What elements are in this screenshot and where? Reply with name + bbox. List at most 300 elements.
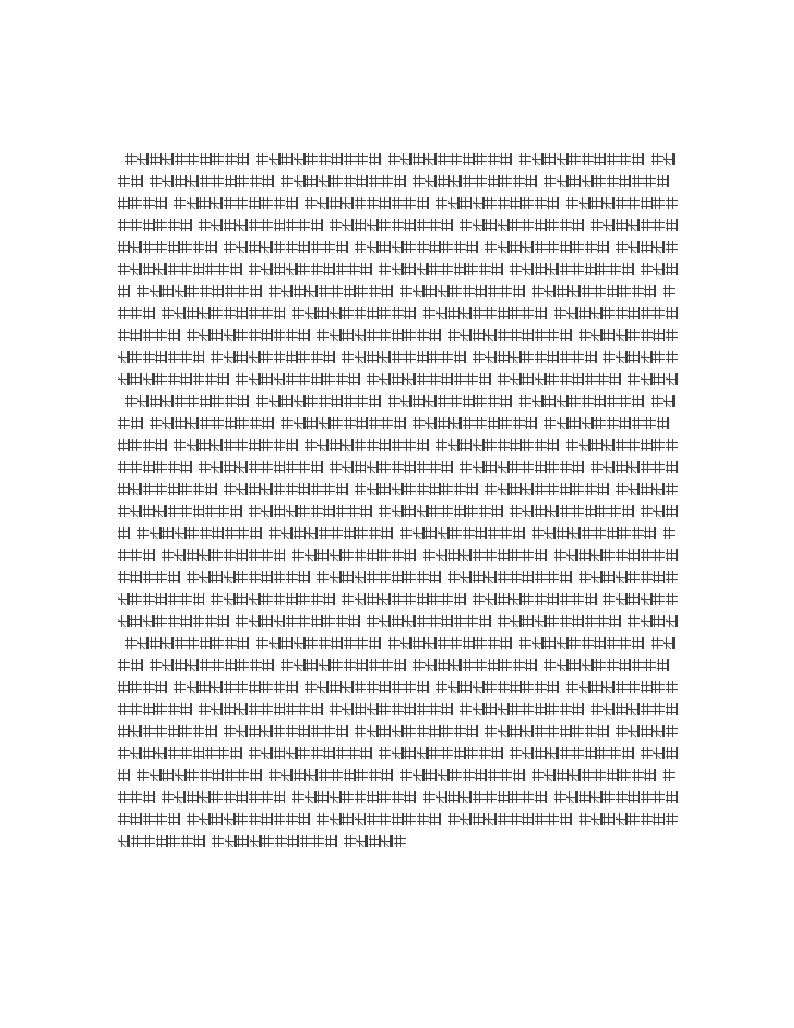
text-line — [118, 478, 678, 500]
glyph-mark — [162, 285, 174, 297]
glyph-mark — [261, 307, 273, 319]
glyph-mark — [388, 395, 400, 407]
glyph-mark — [330, 681, 342, 693]
glyph-mark — [473, 593, 485, 605]
glyph-mark — [641, 329, 653, 341]
glyph-mark — [306, 637, 318, 649]
glyph-mark — [249, 747, 261, 759]
glyph-mark — [330, 791, 342, 803]
glyph-mark — [628, 197, 640, 209]
glyph-mark — [224, 483, 236, 495]
glyph-mark — [500, 395, 512, 407]
glyph-mark — [473, 219, 485, 231]
glyph-mark — [305, 197, 317, 209]
glyph-mark — [560, 197, 566, 209]
glyph-mark — [180, 241, 192, 253]
glyph-mark — [342, 681, 354, 693]
glyph-mark — [174, 439, 186, 451]
text-line — [118, 654, 678, 676]
glyph-mark — [381, 659, 393, 671]
glyph-mark — [305, 307, 317, 319]
text-line — [118, 764, 678, 786]
glyph-mark — [666, 703, 678, 715]
glyph-mark — [249, 791, 261, 803]
glyph-mark — [130, 549, 142, 561]
glyph-mark — [466, 241, 478, 253]
glyph-mark — [348, 505, 360, 517]
glyph-mark — [155, 593, 167, 605]
glyph-mark — [644, 659, 656, 671]
glyph-mark — [585, 351, 597, 363]
glyph-mark — [603, 813, 615, 825]
glyph-mark — [417, 681, 429, 693]
glyph-mark — [150, 637, 162, 649]
glyph-mark — [394, 769, 400, 781]
glyph-mark — [609, 505, 621, 517]
glyph-mark — [460, 571, 472, 583]
glyph-mark — [225, 527, 237, 539]
glyph-mark — [594, 417, 606, 429]
glyph-mark — [653, 813, 665, 825]
glyph-mark — [597, 593, 603, 605]
glyph-mark — [125, 637, 137, 649]
glyph-row — [118, 610, 678, 632]
glyph-mark — [342, 791, 354, 803]
glyph-mark — [200, 395, 212, 407]
glyph-mark — [628, 681, 640, 693]
glyph-mark — [582, 769, 594, 781]
glyph-mark — [560, 681, 566, 693]
glyph-mark — [187, 813, 199, 825]
glyph-mark — [174, 549, 186, 561]
glyph-mark — [666, 813, 678, 825]
glyph-mark — [355, 813, 367, 825]
glyph-mark — [355, 681, 367, 693]
glyph-mark — [510, 725, 522, 737]
glyph-mark — [342, 351, 354, 363]
glyph-mark — [628, 725, 640, 737]
glyph-mark — [249, 307, 261, 319]
glyph-mark — [317, 197, 329, 209]
glyph-mark — [323, 219, 329, 231]
glyph-mark — [330, 813, 342, 825]
glyph-mark — [225, 153, 237, 165]
glyph-mark — [657, 285, 663, 297]
glyph-mark — [180, 461, 192, 473]
glyph-mark — [262, 417, 274, 429]
glyph-mark — [585, 219, 591, 231]
glyph-mark — [211, 681, 223, 693]
text-line — [118, 566, 678, 588]
glyph-mark — [230, 747, 242, 759]
glyph-mark — [118, 461, 130, 473]
glyph-mark — [641, 747, 653, 759]
glyph-mark — [193, 505, 205, 517]
glyph-mark — [180, 703, 192, 715]
glyph-mark — [199, 219, 211, 231]
glyph-mark — [348, 263, 360, 275]
glyph-mark — [200, 637, 212, 649]
glyph-mark — [641, 483, 653, 495]
glyph-mark — [323, 703, 329, 715]
glyph-mark — [532, 527, 544, 539]
glyph-mark — [582, 153, 594, 165]
glyph-mark — [250, 417, 262, 429]
glyph-mark — [143, 681, 155, 693]
glyph-mark — [510, 505, 522, 517]
glyph-mark — [211, 593, 223, 605]
glyph-mark — [485, 571, 497, 583]
glyph-mark — [603, 791, 615, 803]
glyph-mark — [616, 219, 628, 231]
glyph-mark — [143, 593, 155, 605]
glyph-mark — [294, 769, 306, 781]
glyph-mark — [330, 461, 342, 473]
glyph-mark — [522, 703, 534, 715]
glyph-mark — [532, 637, 544, 649]
glyph-mark — [603, 307, 615, 319]
glyph-mark — [162, 549, 174, 561]
glyph-mark — [212, 417, 224, 429]
glyph-mark — [143, 483, 155, 495]
glyph-mark — [168, 461, 180, 473]
glyph-mark — [616, 307, 628, 319]
glyph-mark — [485, 813, 497, 825]
glyph-mark — [641, 725, 653, 737]
glyph-mark — [569, 395, 581, 407]
glyph-mark — [323, 263, 335, 275]
glyph-mark — [130, 439, 142, 451]
glyph-mark — [429, 505, 441, 517]
glyph-mark — [429, 483, 441, 495]
text-line — [118, 676, 678, 698]
glyph-mark — [381, 175, 393, 187]
glyph-mark — [454, 241, 466, 253]
glyph-mark — [373, 263, 379, 275]
text-line — [118, 742, 678, 764]
glyph-row — [118, 280, 678, 302]
glyph-mark — [286, 681, 298, 693]
glyph-mark — [591, 813, 603, 825]
glyph-mark — [566, 791, 578, 803]
glyph-mark — [441, 725, 453, 737]
glyph-mark — [212, 659, 224, 671]
glyph-mark — [311, 813, 317, 825]
glyph-mark — [379, 571, 391, 583]
glyph-mark — [319, 637, 331, 649]
glyph-mark — [143, 461, 155, 473]
glyph-mark — [156, 835, 168, 847]
glyph-mark — [130, 197, 142, 209]
glyph-mark — [591, 197, 603, 209]
glyph-mark — [125, 153, 137, 165]
glyph-mark — [379, 703, 391, 715]
glyph-mark — [367, 219, 379, 231]
glyph-mark — [379, 549, 391, 561]
glyph-mark — [498, 197, 510, 209]
glyph-mark — [211, 219, 223, 231]
glyph-mark — [323, 725, 335, 737]
glyph-mark — [417, 439, 429, 451]
glyph-mark — [249, 681, 261, 693]
glyph-mark — [485, 329, 497, 341]
glyph-mark — [298, 219, 310, 231]
glyph-mark — [448, 813, 460, 825]
glyph-mark — [344, 659, 356, 671]
glyph-mark — [236, 307, 248, 319]
glyph-mark — [436, 549, 448, 561]
glyph-mark — [560, 571, 572, 583]
glyph-mark — [193, 263, 205, 275]
glyph-mark — [392, 505, 404, 517]
glyph-mark — [118, 659, 130, 671]
glyph-mark — [224, 329, 236, 341]
glyph-mark — [641, 263, 653, 275]
glyph-mark — [118, 307, 130, 319]
glyph-mark — [406, 659, 412, 671]
glyph-mark — [287, 835, 299, 847]
glyph-mark — [286, 505, 298, 517]
glyph-mark — [547, 219, 559, 231]
glyph-mark — [212, 153, 224, 165]
glyph-mark — [653, 461, 665, 473]
glyph-mark — [323, 593, 335, 605]
glyph-mark — [155, 791, 161, 803]
glyph-mark — [162, 769, 174, 781]
glyph-mark — [175, 417, 187, 429]
glyph-mark — [249, 439, 261, 451]
glyph-mark — [603, 351, 615, 363]
glyph-mark — [513, 659, 525, 671]
glyph-mark — [305, 439, 317, 451]
glyph-mark — [180, 615, 192, 627]
glyph-mark — [632, 395, 644, 407]
glyph-mark — [242, 505, 248, 517]
glyph-mark — [488, 153, 500, 165]
glyph-mark — [392, 747, 404, 759]
glyph-mark — [413, 395, 425, 407]
glyph-mark — [441, 219, 453, 231]
glyph-mark — [155, 241, 167, 253]
glyph-mark — [337, 835, 343, 847]
text-line — [118, 258, 678, 280]
glyph-mark — [657, 527, 663, 539]
glyph-mark — [249, 351, 261, 363]
glyph-mark — [281, 153, 293, 165]
glyph-mark — [441, 263, 453, 275]
glyph-mark — [438, 769, 450, 781]
glyph-mark — [429, 571, 441, 583]
glyph-mark — [441, 813, 447, 825]
glyph-mark — [413, 285, 425, 297]
glyph-mark — [381, 769, 393, 781]
glyph-mark — [522, 263, 534, 275]
glyph-mark — [224, 241, 236, 253]
glyph-mark — [348, 615, 360, 627]
glyph-mark — [143, 329, 155, 341]
glyph-mark — [298, 461, 310, 473]
glyph-mark — [441, 747, 453, 759]
glyph-mark — [199, 329, 211, 341]
glyph-mark — [205, 351, 211, 363]
glyph-mark — [448, 791, 460, 803]
glyph-mark — [217, 241, 223, 253]
glyph-mark — [342, 307, 354, 319]
glyph-mark — [417, 505, 429, 517]
glyph-mark — [355, 571, 367, 583]
glyph-mark — [510, 703, 522, 715]
glyph-mark — [242, 747, 248, 759]
glyph-mark — [137, 395, 149, 407]
glyph-mark — [155, 483, 167, 495]
glyph-mark — [150, 175, 162, 187]
glyph-mark — [392, 725, 404, 737]
glyph-mark — [400, 395, 412, 407]
glyph-mark — [560, 747, 572, 759]
glyph-mark — [525, 417, 537, 429]
glyph-mark — [367, 307, 379, 319]
glyph-mark — [522, 593, 534, 605]
glyph-mark — [131, 659, 143, 671]
glyph-mark — [199, 549, 211, 561]
glyph-mark — [199, 197, 211, 209]
glyph-mark — [392, 483, 404, 495]
glyph-mark — [544, 527, 556, 539]
glyph-mark — [130, 351, 142, 363]
glyph-mark — [473, 329, 485, 341]
glyph-mark — [317, 439, 329, 451]
glyph-mark — [525, 659, 537, 671]
glyph-mark — [557, 527, 569, 539]
glyph-mark — [510, 571, 522, 583]
glyph-mark — [292, 307, 304, 319]
glyph-mark — [168, 373, 180, 385]
glyph-mark — [211, 791, 223, 803]
glyph-mark — [193, 615, 205, 627]
glyph-mark — [317, 791, 329, 803]
glyph-mark — [211, 813, 223, 825]
glyph-mark — [522, 681, 534, 693]
glyph-mark — [367, 703, 379, 715]
glyph-mark — [572, 593, 584, 605]
glyph-mark — [311, 351, 323, 363]
glyph-mark — [651, 153, 663, 165]
glyph-mark — [193, 593, 205, 605]
glyph-mark — [155, 703, 167, 715]
glyph-mark — [325, 835, 337, 847]
glyph-row — [118, 192, 678, 214]
glyph-mark — [498, 483, 510, 495]
glyph-mark — [118, 637, 124, 649]
glyph-mark — [641, 197, 653, 209]
glyph-mark — [603, 703, 615, 715]
glyph-mark — [168, 593, 180, 605]
glyph-mark — [394, 659, 406, 671]
glyph-mark — [294, 395, 306, 407]
glyph-mark — [619, 285, 631, 297]
glyph-mark — [224, 439, 236, 451]
glyph-mark — [438, 395, 450, 407]
glyph-mark — [510, 219, 522, 231]
glyph-mark — [379, 197, 391, 209]
glyph-mark — [330, 197, 342, 209]
glyph-mark — [510, 483, 522, 495]
glyph-mark — [560, 263, 572, 275]
glyph-mark — [632, 527, 644, 539]
glyph-mark — [355, 307, 367, 319]
glyph-mark — [569, 285, 581, 297]
glyph-mark — [616, 461, 628, 473]
glyph-mark — [560, 725, 572, 737]
glyph-mark — [155, 505, 167, 517]
glyph-mark — [417, 549, 423, 561]
glyph-mark — [356, 285, 368, 297]
glyph-mark — [336, 593, 342, 605]
glyph-mark — [544, 153, 556, 165]
glyph-mark — [666, 571, 678, 583]
glyph-mark — [644, 285, 656, 297]
glyph-mark — [560, 241, 572, 253]
glyph-mark — [250, 175, 262, 187]
glyph-mark — [312, 835, 324, 847]
glyph-mark — [429, 263, 441, 275]
glyph-mark — [473, 351, 485, 363]
text-line — [118, 588, 678, 610]
glyph-mark — [475, 417, 487, 429]
glyph-mark — [485, 593, 497, 605]
text-line — [118, 808, 678, 830]
glyph-mark — [653, 329, 665, 341]
glyph-mark — [305, 549, 317, 561]
glyph-mark — [298, 725, 310, 737]
glyph-mark — [404, 307, 416, 319]
glyph-mark — [381, 835, 393, 847]
glyph-row — [118, 302, 678, 324]
text-line — [118, 192, 678, 214]
glyph-mark — [369, 395, 381, 407]
glyph-mark — [616, 351, 628, 363]
glyph-row — [118, 522, 678, 544]
glyph-mark — [653, 615, 665, 627]
glyph-mark — [653, 351, 665, 363]
glyph-mark — [616, 791, 628, 803]
glyph-row — [118, 236, 678, 258]
glyph-mark — [666, 681, 678, 693]
glyph-mark — [666, 747, 678, 759]
glyph-mark — [118, 395, 124, 407]
glyph-mark — [319, 417, 331, 429]
glyph-mark — [498, 373, 510, 385]
glyph-mark — [479, 505, 491, 517]
glyph-mark — [603, 571, 615, 583]
glyph-mark — [448, 439, 460, 451]
glyph-mark — [205, 483, 217, 495]
glyph-mark — [657, 175, 669, 187]
glyph-mark — [187, 769, 199, 781]
glyph-mark — [597, 747, 609, 759]
glyph-mark — [388, 153, 400, 165]
glyph-mark — [666, 505, 678, 517]
text-line — [118, 456, 678, 478]
glyph-mark — [336, 615, 348, 627]
glyph-mark — [653, 263, 665, 275]
glyph-mark — [281, 637, 293, 649]
glyph-mark — [603, 681, 615, 693]
glyph-mark — [488, 659, 500, 671]
glyph-mark — [193, 351, 205, 363]
glyph-mark — [544, 285, 556, 297]
glyph-mark — [143, 175, 149, 187]
